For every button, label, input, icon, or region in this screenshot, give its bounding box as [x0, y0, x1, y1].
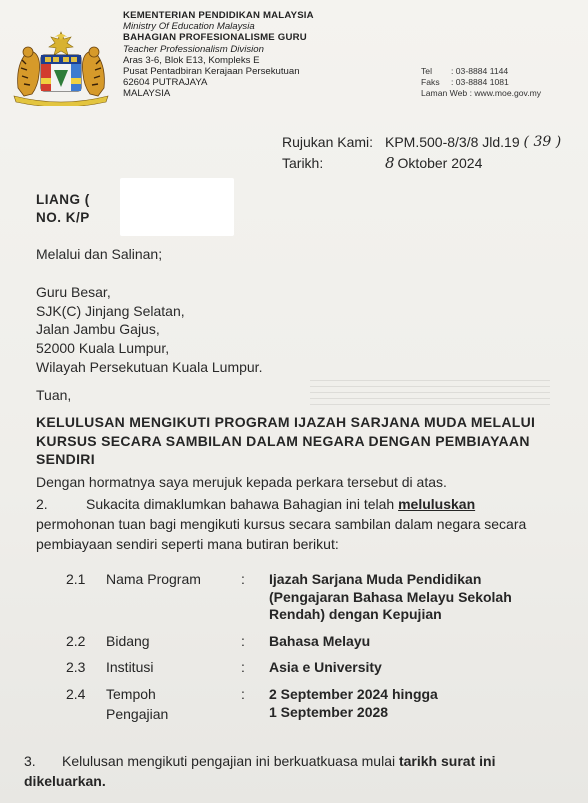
- fax-label: Faks: [421, 77, 440, 88]
- paragraph-2-number: 2.: [36, 496, 48, 512]
- reference-label: Rujukan Kami:: [282, 134, 374, 150]
- detail-value-2: 1 September 2028: [269, 704, 389, 720]
- salutation: Tuan,: [36, 387, 72, 403]
- via-copy-line: Melalui dan Salinan;: [36, 246, 163, 262]
- subject-line-2: KURSUS SECARA SAMBILAN DALAM NEGARA DENGAN PEMBIAYAAN: [36, 432, 530, 449]
- reference-handwritten-number: ( 39 ): [523, 134, 562, 150]
- detail-colon: :: [241, 633, 245, 649]
- detail-label: Nama Program: [106, 571, 201, 587]
- detail-colon: :: [241, 686, 245, 702]
- detail-number: 2.1: [66, 571, 86, 587]
- paragraph-3-text-a: Kelulusan mengikuti pengajian ini berkuatkuasa mulai: [62, 753, 399, 769]
- address-line-2: Pusat Pentadbiran Kerajaan Persekutuan: [123, 66, 300, 78]
- ministry-name: KEMENTERIAN PENDIDIKAN MALAYSIA: [123, 10, 314, 21]
- fax-value: : 03-8884 1081: [451, 77, 509, 88]
- subject-heading: [36, 413, 581, 469]
- detail-label: Tempoh: [106, 686, 156, 702]
- paragraph-3: [24, 751, 588, 791]
- division-name: BAHAGIAN PROFESIONALISME GURU: [123, 32, 307, 44]
- subject-line-1: KELULUSAN MENGIKUTI PROGRAM IJAZAH SARJANA MUDA MELALUI: [36, 414, 536, 430]
- paragraph-2-text-c: pembiayaan sendiri seperti mana butiran berikut:: [36, 536, 339, 552]
- detail-number: 2.2: [66, 633, 86, 649]
- paragraph-1: Dengan hormatnya saya merujuk kepada perkara tersebut di atas.: [36, 474, 447, 490]
- paragraph-2-approved: meluluskan: [398, 496, 476, 512]
- date-day-handwritten: 8: [385, 154, 395, 172]
- detail-value-1: 2 September 2024 hingga: [269, 686, 438, 702]
- detail-colon: :: [241, 659, 245, 675]
- recipient-line-1: Guru Besar,: [36, 284, 111, 300]
- detail-value-2: (Pengajaran Bahasa Melayu Sekolah: [269, 588, 512, 605]
- detail-number: 2.3: [66, 659, 86, 675]
- paragraph-3-number: 3.: [24, 753, 36, 769]
- tel-label: Tel: [421, 66, 432, 76]
- address-line-1: Aras 3-6, Blok E13, Kompleks E: [123, 54, 260, 66]
- address-line-3: 62604 PUTRAJAYA: [123, 77, 208, 89]
- detail-value-1: Ijazah Sarjana Muda Pendidikan: [269, 571, 482, 587]
- date-label: Tarikh:: [282, 155, 324, 171]
- paragraph-3-bold: tarikh surat ini: [398, 753, 496, 769]
- detail-number: 2.4: [66, 686, 86, 702]
- recipient-address: [36, 283, 262, 377]
- date-month-year: Oktober 2024: [397, 155, 483, 171]
- detail-label: Bidang: [106, 633, 150, 649]
- ministry-name-en: Ministry Of Education Malaysia: [123, 21, 255, 33]
- address-line-4: MALAYSIA: [123, 88, 171, 100]
- letterhead-block: [123, 10, 314, 100]
- paragraph-3-text-b: dikeluarkan.: [24, 773, 106, 789]
- recipient-line-2: SJK(C) Jinjang Selatan,: [36, 302, 185, 319]
- paragraph-2-text-b: permohonan tuan bagi mengikuti kursus secara sambilan dalam negara secara: [36, 516, 527, 532]
- detail-label-2: Pengajian: [106, 706, 169, 722]
- addressee-block: [36, 191, 90, 227]
- reference-block: [282, 132, 561, 174]
- addressee-name: LIANG (: [36, 192, 90, 207]
- addressee-id: NO. K/P: [36, 210, 90, 225]
- redaction-box: [120, 178, 234, 236]
- web-label: Laman Web: [421, 88, 468, 99]
- contact-block: [421, 66, 541, 100]
- paragraph-2: [36, 494, 588, 554]
- division-name-en: Teacher Professionalism Division: [123, 43, 264, 55]
- recipient-line-5: Wilayah Persekutuan Kuala Lumpur.: [36, 358, 263, 375]
- malaysia-coat-of-arms-logo: [10, 30, 112, 106]
- web-value: : www.moe.gov.my: [469, 88, 542, 99]
- detail-value-1: Asia e University: [269, 659, 382, 675]
- recipient-line-4: 52000 Kuala Lumpur,: [36, 340, 170, 357]
- detail-label: Institusi: [106, 659, 154, 675]
- paragraph-2-text-a: Sukacita dimaklumkan bahawa Bahagian ini telah: [86, 496, 399, 512]
- subject-line-3: SENDIRI: [36, 451, 95, 467]
- show-through-texture: [310, 375, 550, 405]
- detail-colon: :: [241, 571, 245, 587]
- tel-value: : 03-8884 1144: [451, 66, 509, 76]
- detail-value-1: Bahasa Melayu: [269, 633, 371, 649]
- detail-value-3: Rendah) dengan Kepujian: [269, 606, 442, 622]
- recipient-line-3: Jalan Jambu Gajus,: [36, 321, 160, 338]
- reference-value: KPM.500-8/3/8 Jld.19: [385, 134, 520, 150]
